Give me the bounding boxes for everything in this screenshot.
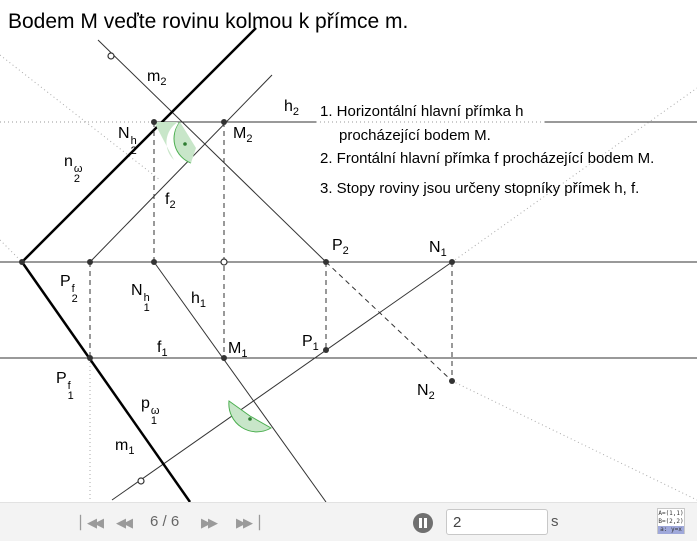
label-M2: $M_2$ xyxy=(233,125,253,145)
label-h2: $h_2$ xyxy=(284,98,300,118)
instruction-line-2: 2. Frontální hlavní přímka f procházející bodem M. xyxy=(320,150,655,167)
instruction-line-1: 1. Horizontální hlavní přímka h xyxy=(320,103,524,120)
label-f2: $f_2$ xyxy=(165,191,176,211)
last-step-button[interactable]: ▶▶▕ xyxy=(236,515,257,530)
label-p1w: p ω 1 xyxy=(141,395,160,427)
algebra-icon-line: a: y=x xyxy=(658,526,684,534)
label-N1: $N_1$ xyxy=(429,239,447,259)
label-h1: $h_1$ xyxy=(191,290,207,310)
label-N2h: N h 2 xyxy=(118,125,137,157)
background-dotted-line xyxy=(452,381,697,500)
algebra-view-icon[interactable] xyxy=(657,508,685,534)
task-title: Bodem M veďte rovinu kolmou k přímce m. xyxy=(8,10,409,33)
open-point xyxy=(108,53,114,59)
next-step-button[interactable]: ▶▶ xyxy=(201,515,215,530)
previous-step-button[interactable]: ◀◀ xyxy=(116,515,130,530)
open-point xyxy=(221,259,227,265)
label-P2f: P f 2 xyxy=(60,273,78,305)
h1-line xyxy=(154,262,326,502)
p1-trace xyxy=(22,262,190,502)
instruction-line-1b: procházející bodem M. xyxy=(339,127,491,144)
label-f1: $f_1$ xyxy=(157,339,168,359)
label-P2: $P_2$ xyxy=(332,237,349,257)
label-m2: $m_2$ xyxy=(147,68,167,88)
algebra-icon-line: B=(2,2) xyxy=(658,518,684,525)
label-P1f: P f 1 xyxy=(56,370,74,402)
label-M1: $M_1$ xyxy=(228,340,248,360)
algebra-icon-line: A=(1,1) xyxy=(658,510,684,517)
label-N1h: N h 1 xyxy=(131,282,150,314)
step-indicator: 6 / 6 xyxy=(150,513,180,530)
instruction-line-3: 3. Stopy roviny jsou určeny stopníky přímek h, f. xyxy=(320,180,640,197)
pause-icon[interactable] xyxy=(413,513,433,533)
right-angle-marker-upper xyxy=(154,122,196,163)
n2-trace xyxy=(22,28,256,262)
label-n2w: n ω 2 xyxy=(64,153,83,185)
first-step-button[interactable]: ▏◀◀ xyxy=(80,515,101,530)
speed-unit-label: s xyxy=(551,513,559,530)
speed-input[interactable] xyxy=(446,509,548,535)
background-dotted-line xyxy=(0,240,22,262)
label-N2: $N_2$ xyxy=(417,382,435,402)
label-m1: $m_1$ xyxy=(115,437,135,457)
open-point xyxy=(138,478,144,484)
label-P1: $P_1$ xyxy=(302,333,319,353)
m-hidden-dashed xyxy=(326,262,452,381)
playback-toolbar xyxy=(0,502,697,541)
